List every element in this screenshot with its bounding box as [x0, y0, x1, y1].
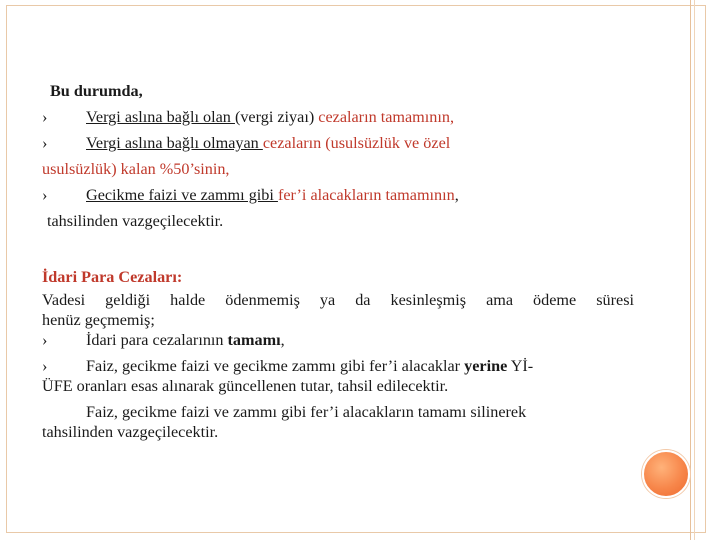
list-item-continuation: ÜFE oranları esas alınarak güncellenen tutar, tahsil edilecektir.	[42, 377, 449, 395]
slide-content	[42, 78, 634, 442]
closing-text: Faiz, gecikme faizi ve zammı gibi fer’i alacakların tamamı silinerek	[86, 403, 527, 421]
spacer	[42, 234, 634, 260]
closing-text: tahsilinden vazgeçilecektir.	[47, 212, 224, 230]
intro-text: Bu durumda,	[50, 82, 143, 100]
bullet-arrow-icon: ›	[42, 331, 48, 349]
frame-vertical-line-inner	[694, 0, 695, 540]
bullet-arrow-icon: ›	[42, 186, 48, 204]
list-item: › İdari para cezalarının tamamı,	[42, 331, 285, 349]
bullet-arrow-icon: ›	[42, 134, 48, 152]
list-item: › Vergi aslına bağlı olan (vergi ziyaı) cezaların tamamının,	[42, 104, 634, 130]
paragraph-line: Vadesi geldiği halde ödenmemiş ya da kesinleşmiş ama ödeme süresi	[42, 291, 634, 309]
bullet-arrow-icon: ›	[42, 357, 48, 375]
list-item: › Faiz, gecikme faizi ve gecikme zammı gibi fer’i alacaklar yerine Yİ-	[42, 357, 534, 375]
section-heading: İdari Para Cezaları:	[42, 268, 183, 286]
orange-circle-decoration	[642, 450, 690, 498]
bullet-arrow-icon: ›	[42, 108, 48, 126]
frame-vertical-line	[690, 0, 691, 540]
list-item: › Vergi aslına bağlı olmayan cezaların (usulsüzlük ve özel	[42, 130, 634, 156]
closing-text: tahsilinden vazgeçilecektir.	[42, 423, 219, 441]
list-item-continuation: usulsüzlük) kalan %50’sinin,	[42, 160, 230, 178]
list-item: › Gecikme faizi ve zammı gibi fer’i alacakların tamamının,	[42, 182, 634, 208]
paragraph-line: henüz geçmemiş;	[42, 311, 155, 329]
